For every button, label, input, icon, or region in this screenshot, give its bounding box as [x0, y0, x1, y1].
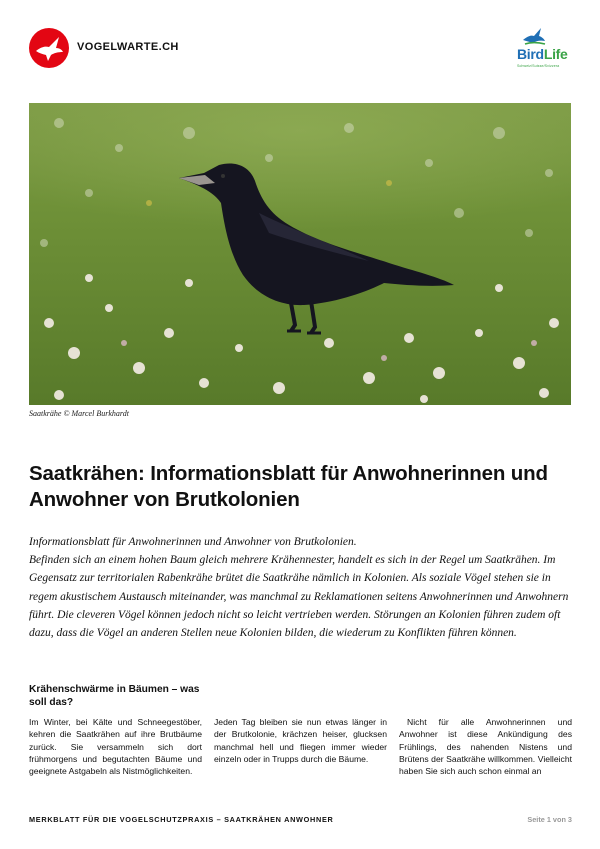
birdlife-brand-bird: Bird	[517, 46, 544, 62]
body-column-3: Nicht für alle Anwohnerinnen und Anwohner ist diese Ankündigung des Frühlings, des nahenden Nistens und Brütens der Saatkrähe willkommen. Vielleicht haben Sie sich auch schon einmal an	[399, 717, 572, 777]
vogelwarte-logo-text: VOGELWARTE.CH	[77, 41, 179, 53]
vogelwarte-logo-icon	[29, 28, 69, 68]
birdlife-tagline: Schweiz/Suisse/Svizzera	[517, 64, 560, 68]
rook-photo	[29, 103, 571, 405]
photo-caption: Saatkrähe © Marcel Burkhardt	[29, 409, 129, 418]
birdlife-brand-life: Life	[543, 46, 568, 62]
birdlife-logo-text	[517, 46, 568, 62]
page-number: Seite 1 von 3	[527, 815, 572, 824]
footer-title: MERKBLATT FÜR DIE VOGELSCHUTZPRAXIS – SAATKRÄHEN ANWOHNER	[29, 815, 334, 824]
intro-line: Informationsblatt für Anwohnerinnen und Anwohner von Brutkolonien.	[29, 536, 357, 548]
intro-paragraph: Befinden sich an einem hohen Baum gleich mehrere Krähennester, handelt es sich in der Regel um Saatkrähen. Im Gegensatz zur territorialen Rabenkrähe brütet die Saatkrähe nämlich in Kolonien. Als soziale Vögel stehen sie in regem akustischem Austausch miteinander, was manchmal zu Reklamationen seitens Anwohnerinnen und Anwohnern führt. Die cleveren Vögel können jedoch nicht so leicht vertrieben werden. Störungen an Kolonien führen zudem oft dazu, dass die Vögel an anderen Stellen neue Kolonien bilden, die wiederum zu Konflikten führen können.	[29, 554, 569, 640]
section-heading: Krähenschwärme in Bäumen – was soll das?	[29, 684, 200, 708]
body-column-2: Jeden Tag bleiben sie nun etwas länger in der Brutkolonie, krächzen heiser, glucksen manchmal hell und fliegen immer wieder einzeln oder in Trupps durch die Bäume.	[214, 717, 387, 764]
birdlife-bird-icon	[521, 26, 547, 46]
page-title: Saatkrähen: Informationsblatt für Anwohnerinnen und Anwohner von Brutkolonien	[29, 462, 548, 511]
intro-text	[29, 533, 573, 642]
birdlife-logo	[515, 26, 573, 72]
body-column-1: Im Winter, bei Kälte und Schneegestöber, kehren die Saatkrähen auf ihre Brutbäume zurück. Sie versammeln sich dort frühmorgens und begutachten Bäume und geeignete Astgabeln als Nistmöglichkeiten.	[29, 717, 202, 777]
